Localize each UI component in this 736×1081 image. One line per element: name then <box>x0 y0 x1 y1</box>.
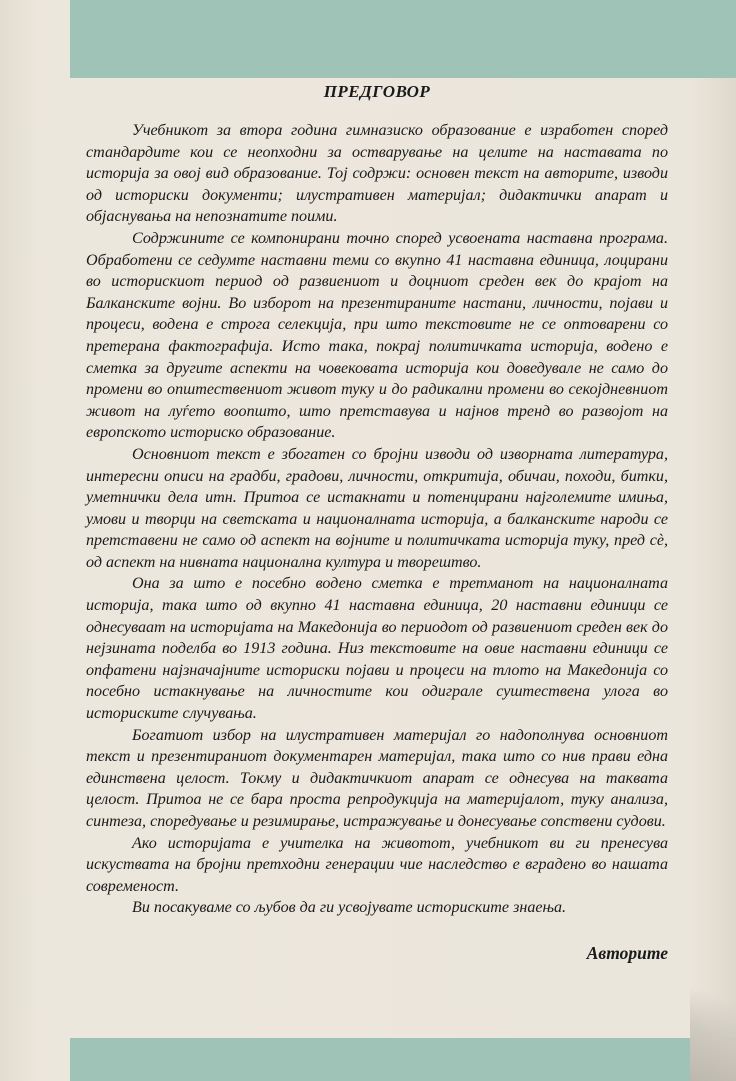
paragraph: Содржините се компонирани точно според усвоената наставна програма. Обработени се седумте наставни теми со вкупно 41 наставна единица, лоцирани во историскиот период од развиениот и доцниот среден век до крајот на Балканските војни. Во изборот на презентираните настани, личности, појави и процеси, водена е строга селекција, при што текстовите не се оптоварени со претерана фактографија. Исто така, покрај политичката историја, водено е сметка за другите аспекти на човековата историја кои доведувале не само до промени во општествениот живот туку и до радикални промени во секојдневниот живот на луѓето воопшто, што претставува и најнов тренд во развојот на европското историско образование. <box>86 229 668 442</box>
top-color-band <box>70 0 736 78</box>
page-curl <box>690 961 736 1081</box>
paragraph: Ако историјата е учителка на животот, учебникот ви ги пренесува искуствата на бројни претходни генерации чие наследство е вградено во нашата современост. <box>86 834 668 895</box>
paragraph: Основниот текст е збогатен со бројни изводи од изворната литература, интересни описи на градби, градови, личности, откритија, обичаи, походи, битки, уметнички дела итн. Притоа се истакнати и потенцирани најголемите имиња, умови и творци на светската и националната историја, а балканските народи се претставени не само од аспект на војните и политичката историја туку, пред сè, од аспект на нивната национална култура и творештво. <box>86 445 668 571</box>
page-title: ПРЕДГОВОР <box>323 82 431 101</box>
paragraph: Богатиот избор на илустративен материјал го надополнува основниот текст и презентираниот документарен материјал, така што со нив прави една единствена целост. Токму и дидактичкиот апарат се однесува на таквата целост. Притоа не се бара проста репродукција на материјалот, туку анализа, синтеза, споредување и резимирање, истражување и донесување сопствени судови. <box>86 726 668 830</box>
paragraph: Она за што е посебно водено сметка е третманот на националната историја, така што од вкупно 41 наставна единица, 20 наставни единици се однесуваат на историјата на Македонија во периодот од развиениот среден век до нејзината поделба во 1913 година. Низ текстовите на овие наставни единици се опфатени најзначајните историски појави и процеси на тлото на Македонија со посебно истакнување на личностите кои одиграле суштествена улога во историските случувања. <box>86 575 668 723</box>
bottom-color-band <box>70 1038 736 1081</box>
paragraph: Учебникот за втора година гимназиско образование е изработен според стандардите кои се неопходни за остварување на целите на наставата по историја за овој вид образование. Тој содржи: основен текст на авторите, изводи од историски документи; илустративен материјал; дидактички апарат и објаснувања на непознатите поими. <box>86 122 668 226</box>
authors-signature: Авторите <box>586 942 668 963</box>
paragraph: Ви посакуваме со љубов да ги усвојувате историските знаења. <box>132 899 567 917</box>
preface-content <box>86 82 668 964</box>
